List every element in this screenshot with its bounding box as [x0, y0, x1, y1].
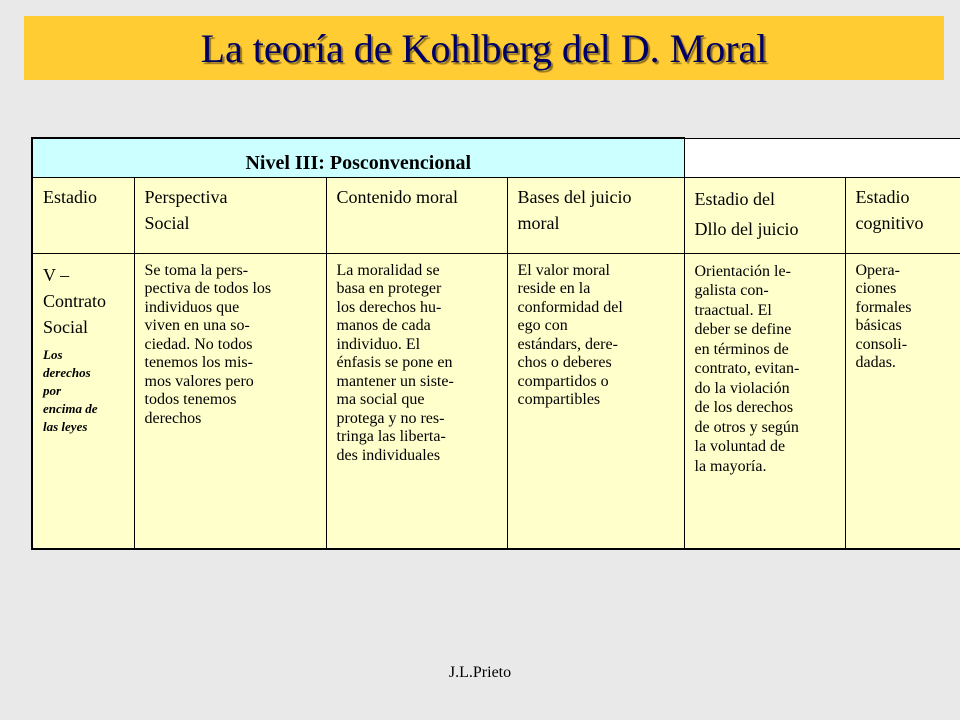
header-perspectiva-label: Perspectiva Social [144, 186, 228, 233]
header-bases-label: Bases del juicio moral [517, 186, 632, 233]
stage-name-line2: Social [43, 316, 88, 337]
header-cognitivo-label: Estadio cognitivo [855, 186, 924, 233]
level-title: Nivel III: Posconvencional [32, 138, 684, 177]
cell-cognitivo [845, 253, 960, 549]
table-row [32, 253, 960, 549]
cell-contenido-text: La moralidad se basa en proteger los derechos hu- manos de cada individuo. El énfasis se pone en mantener un siste- ma social que protega y no res- tringa las liberta- des individuales [336, 261, 454, 464]
cell-bases [507, 253, 684, 549]
header-perspectiva [134, 177, 326, 253]
stage-cell [32, 253, 134, 549]
cell-dllo-text: Orientación le- galista con- traactual. El deber se define en términos de contrato, evitan- do la violación de los derechos de otros y según la voluntad de la mayoría. [694, 262, 800, 475]
cell-bases-text: El valor moral reside en la conformidad del ego con estándars, dere- chos o deberes compartidos o compartibles [517, 261, 623, 408]
column-header-row [32, 177, 960, 253]
header-contenido [326, 177, 507, 253]
header-dllo-label: Estadio del Dllo del juicio [694, 188, 799, 239]
stage-number: V – [43, 264, 70, 285]
stage-name-line1: Contrato [43, 290, 106, 311]
stage-note: Los derechos por encima de las leyes [43, 346, 98, 434]
cell-perspectiva [134, 253, 326, 549]
header-dllo [684, 177, 845, 253]
cell-contenido [326, 253, 507, 549]
header-bases [507, 177, 684, 253]
header-cognitivo [845, 177, 960, 253]
slide-title: La teoría de Kohlberg del D. Moral [200, 25, 768, 71]
cell-perspectiva-text: Se toma la pers- pectiva de todos los individuos que viven en una so- ciedad. No todos tenemos los mis- mos valores pero todos tenemos derechos [144, 261, 272, 427]
cell-dllo [684, 253, 845, 549]
title-banner [24, 16, 944, 80]
footer-author: J.L.Prieto [448, 664, 512, 681]
header-estadio [32, 177, 134, 253]
kohlberg-table [31, 137, 959, 550]
level-empty-cell [684, 138, 960, 177]
stage-table [31, 137, 960, 550]
cell-cognitivo-text: Opera- ciones formales básicas consoli- dadas. [855, 261, 912, 371]
header-contenido-label: Contenido moral [336, 186, 458, 207]
level-header-row [32, 138, 960, 177]
header-estadio-label: Estadio [43, 186, 97, 207]
